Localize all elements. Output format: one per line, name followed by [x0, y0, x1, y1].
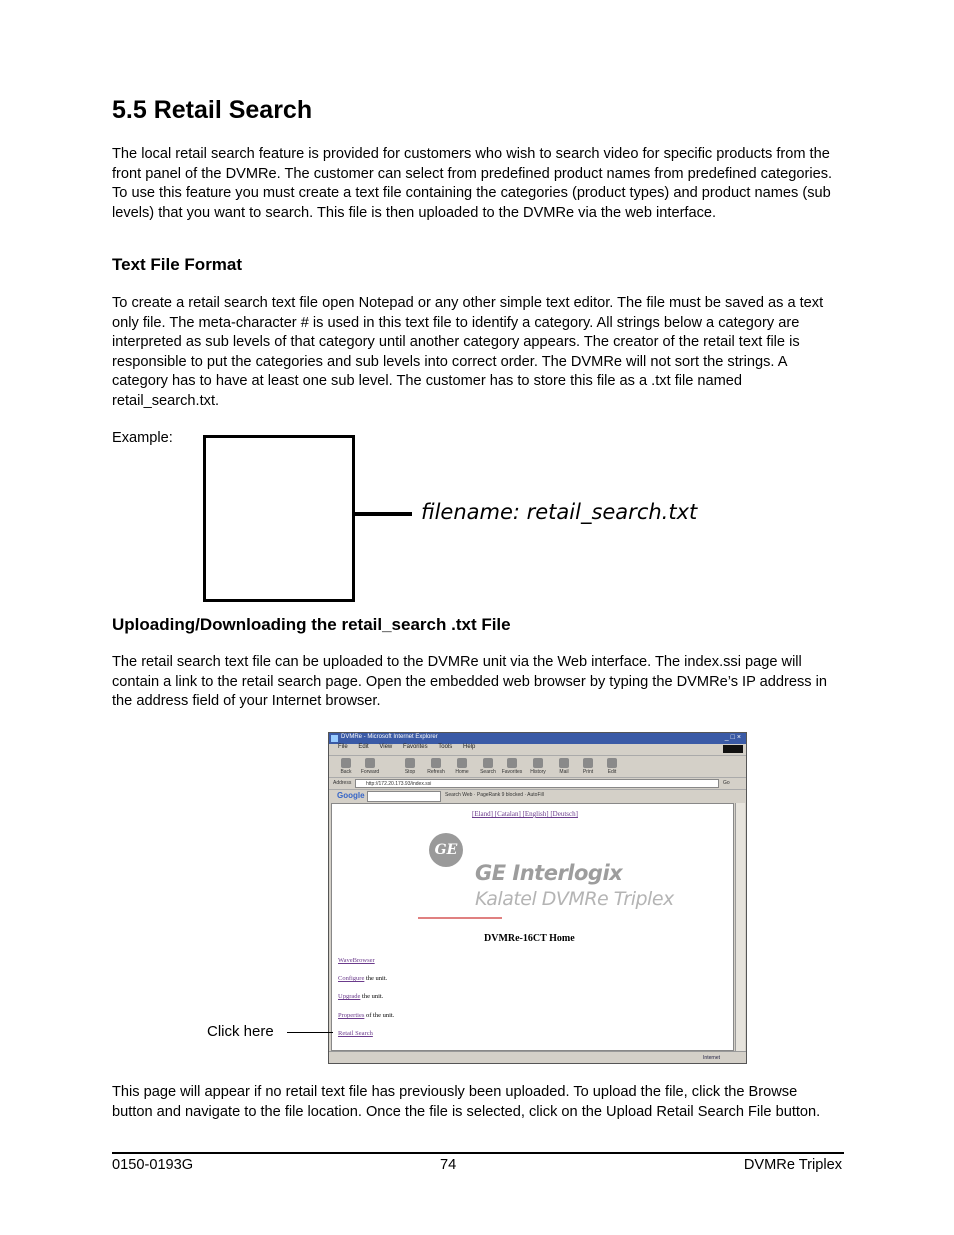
- mail-icon: [559, 758, 569, 768]
- toolbar-button: Search: [477, 758, 499, 776]
- refresh-icon: [431, 758, 441, 768]
- toolbar-button: Home: [451, 758, 473, 776]
- browser-window-title: DVMRe - Microsoft Internet Explorer: [341, 734, 438, 740]
- intro-paragraph: The local retail search feature is provided for customers who wish to search video for specific products from the front panel of the DVMRe. The customer can select from predefined product names from predefined categories. To use this feature you must create a text file containing the categories (product types) and product names (sub levels) that you want to search. This file is then uploaded to the DVMRe via the web interface.: [112, 146, 833, 221]
- browser-page-content: [331, 803, 734, 1051]
- menu-item: Help: [462, 744, 476, 750]
- click-here-callout: Click here: [207, 1023, 274, 1040]
- stop-icon: [405, 758, 415, 768]
- toolbar-button: Favorites: [501, 758, 523, 776]
- link-configure: Configure the unit.: [338, 975, 388, 982]
- search-icon: [483, 758, 493, 768]
- brand-subtitle: Kalatel DVMRe Triplex: [475, 888, 674, 910]
- browser-titlebar: [329, 733, 746, 744]
- google-logo: Google: [337, 791, 365, 800]
- browser-toolbar: [329, 755, 746, 778]
- page-title: 5.5 Retail Search: [112, 96, 313, 124]
- text-file-format-paragraph: To create a retail search text file open Notepad or any other simple text editor. The file must be saved as a text only file. The meta-character # is used in this text file to identify a category. All strings below a category are interpreted as sub levels of that category until another category appears. The creator of the retail text file is responsible to put the categories and sub levels into correct order. The DVMRe will not sort the strings. A category has to have at least one sub level. The customer has to store this file as a .txt file named retail_search.txt.: [112, 295, 824, 409]
- toolbar-button: Edit: [601, 758, 623, 776]
- browser-menubar: [329, 744, 746, 754]
- footer-page-number: 74: [440, 1157, 457, 1173]
- menu-item: File: [338, 744, 348, 750]
- toolbar-button: Back: [335, 758, 357, 776]
- menu-item: Tools: [438, 744, 453, 750]
- windows-logo-icon: [723, 745, 743, 753]
- section-heading-upload: Uploading/Downloading the retail_search .txt File: [112, 615, 511, 634]
- footer-product: DVMRe Triplex: [743, 1157, 842, 1173]
- toolbar-button: History: [527, 758, 549, 776]
- favorites-icon: [507, 758, 517, 768]
- link-wavebrowser: WaveBrowser: [338, 957, 375, 964]
- menu-item: Favorites: [402, 744, 428, 750]
- footer-doc-number: 0150-0193G: [112, 1157, 194, 1173]
- upload-paragraph: The retail search text file can be uploaded to the DVMRe unit via the Web interface. The index.ssi page will contain a link to the retail search page. Open the embedded web browser by typing the DVMRe’s IP address in the address field of your Internet browser.: [112, 654, 827, 710]
- print-icon: [583, 758, 593, 768]
- toolbar-button: Refresh: [425, 758, 447, 776]
- browser-scrollbar: [735, 803, 745, 1051]
- section-heading-text-file-format: Text File Format: [112, 255, 243, 274]
- google-toolbar-tools: Search Web · PageRank 9 blocked · AutoFill: [445, 792, 544, 798]
- toolbar-button: Stop: [399, 758, 421, 776]
- home-icon: [457, 758, 467, 768]
- google-toolbar: [329, 789, 746, 802]
- click-here-leader-line: [287, 1032, 333, 1033]
- history-icon: [533, 758, 543, 768]
- back-icon: [341, 758, 351, 768]
- ie-icon: [331, 735, 338, 742]
- home-title: DVMRe-16CT Home: [484, 933, 575, 944]
- link-upgrade: Upgrade the unit.: [338, 993, 384, 1000]
- footer-rule: [112, 1152, 844, 1154]
- link-properties: Properties of the unit.: [338, 1012, 395, 1019]
- menu-item: Edit: [358, 744, 369, 750]
- example-label: Example:: [112, 430, 173, 446]
- edit-icon: [607, 758, 617, 768]
- go-button: Go: [723, 780, 730, 786]
- brand-title: GE Interlogix: [475, 861, 623, 885]
- internet-zone-label: Internet: [703, 1055, 720, 1061]
- window-controls-icon: _□×: [724, 734, 743, 741]
- address-label: Address: [333, 780, 352, 786]
- menu-item: View: [379, 744, 393, 750]
- ge-logo-icon: GE: [429, 833, 463, 867]
- toolbar-button: Forward: [359, 758, 381, 776]
- browser-screenshot: [328, 732, 747, 1064]
- brand-underline: [418, 917, 502, 919]
- example-file-box: [203, 435, 355, 602]
- language-links: [Eland] [Catalan] [English] [Deutsch]: [472, 810, 578, 818]
- toolbar-button: Mail: [553, 758, 575, 776]
- address-input: http://172.20.173.93/index.ssi: [355, 779, 719, 788]
- filename-callout: filename: retail_search.txt: [421, 500, 698, 524]
- toolbar-button: Print: [577, 758, 599, 776]
- forward-icon: [365, 758, 375, 768]
- browser-statusbar: [329, 1051, 746, 1064]
- callout-leader-line: [352, 512, 412, 516]
- after-screenshot-paragraph: This page will appear if no retail text file has previously been uploaded. To upload the file, click the Browse button and navigate to the file location. Once the file is selected, click on the Upload Retail Search File button.: [112, 1084, 821, 1120]
- google-search-input: [367, 791, 441, 802]
- link-retail-search: Retail Search: [338, 1030, 373, 1037]
